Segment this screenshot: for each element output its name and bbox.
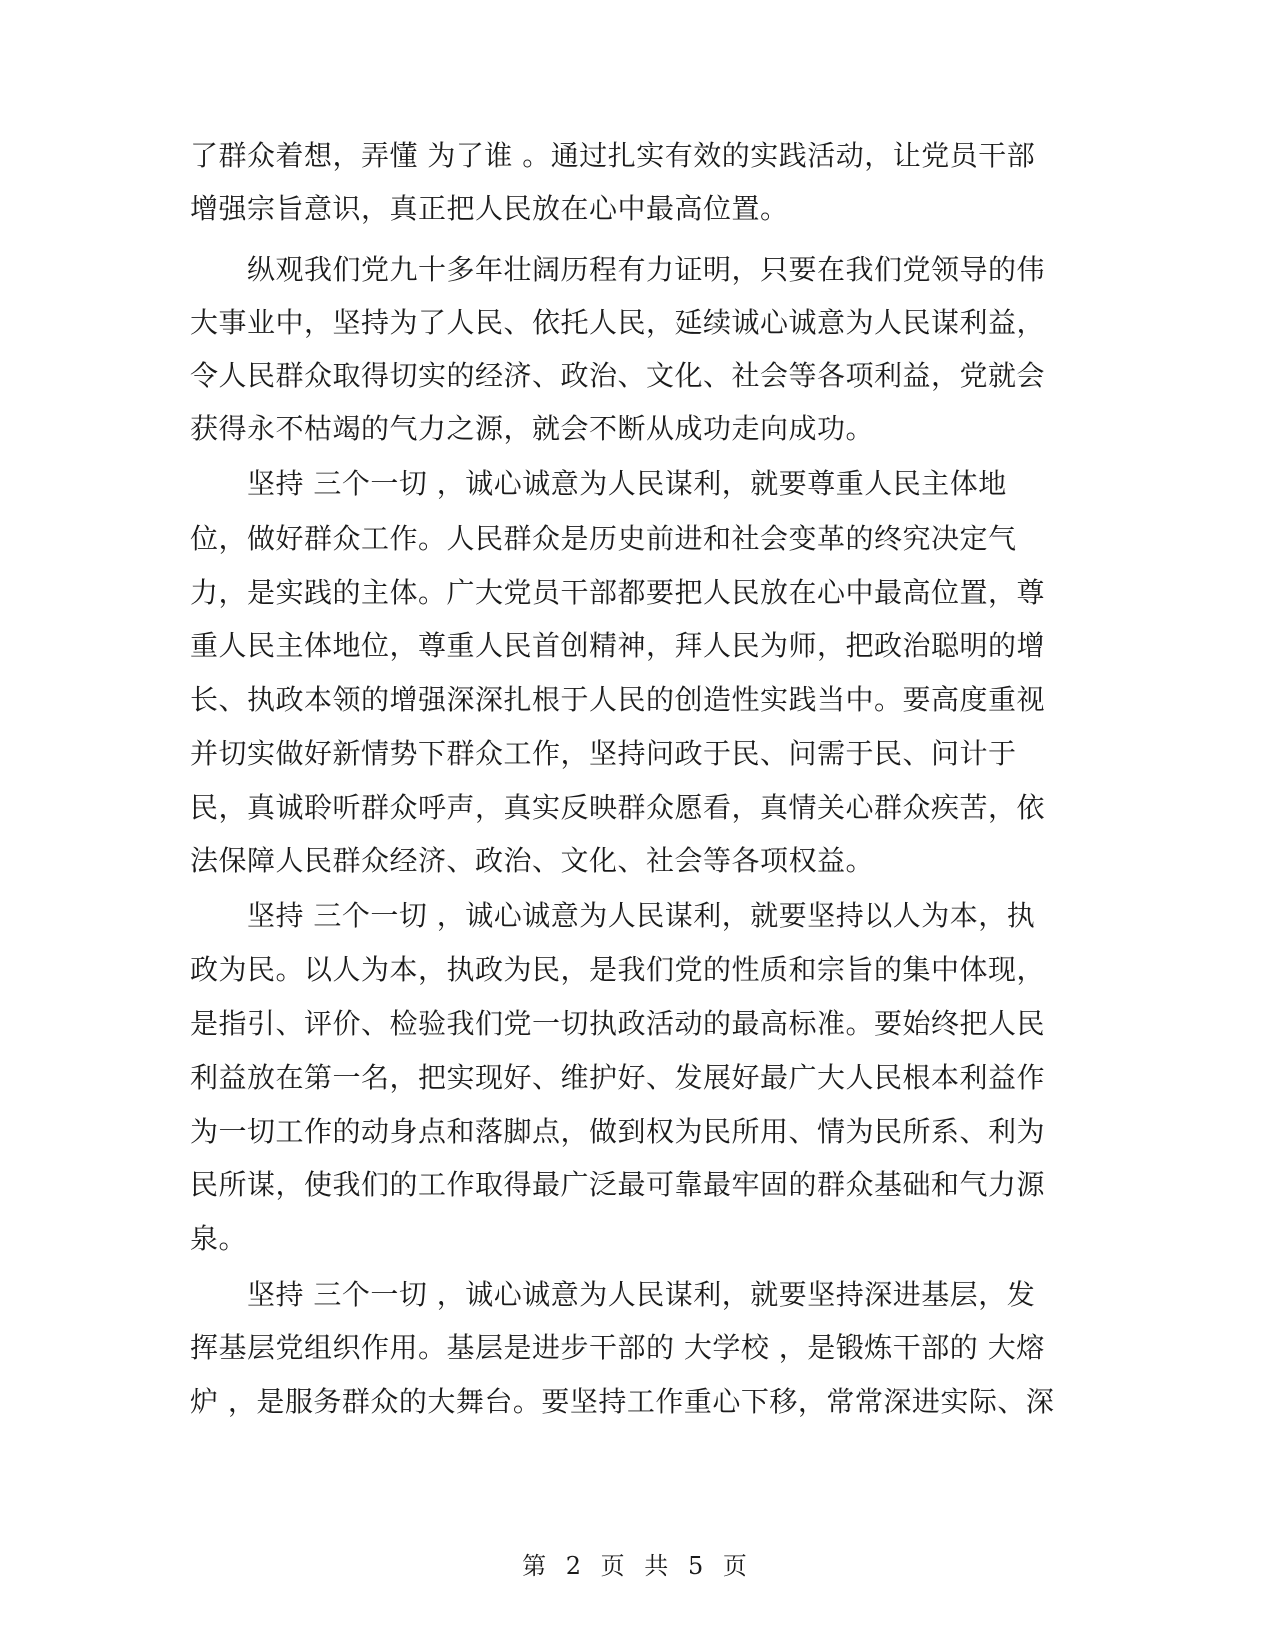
body-text-line: 为一切工作的动身点和落脚点，做到权为民所用、情为民所系、利为 [190, 1115, 1046, 1148]
page-number-footer: 第 2 页 共 5 页 [522, 1552, 753, 1580]
body-text-line: 获得永不枯竭的气力之源，就会不断从成功走向成功。 [190, 412, 875, 445]
body-text-line: 大事业中，坚持为了人民、依托人民，延续诚心诚意为人民谋利益， [190, 306, 1046, 339]
body-text-line: 令人民群众取得切实的经济、政治、文化、社会等各项利益，党就会 [190, 359, 1046, 392]
body-text-line: 民所谋，使我们的工作取得最广泛最可靠最牢固的群众基础和气力源 [190, 1168, 1046, 1201]
body-text-line: 坚持 三个一切 ，诚心诚意为人民谋利，就要坚持以人为本，执 [190, 899, 1036, 932]
body-text-line: 力，是实践的主体。广大党员干部都要把人民放在心中最高位置，尊 [190, 576, 1046, 609]
body-text-line: 挥基层党组织作用。基层是进步干部的 大学校 ，是锻炼干部的 大熔 [190, 1331, 1045, 1364]
body-text-line: 是指引、评价、检验我们党一切执政活动的最高标准。要始终把人民 [190, 1007, 1046, 1040]
body-text-line: 纵观我们党九十多年壮阔历程有力证明，只要在我们党领导的伟 [190, 253, 1046, 286]
body-text-line: 法保障人民群众经济、政治、文化、社会等各项权益。 [190, 844, 875, 877]
body-text-line: 坚持 三个一切 ，诚心诚意为人民谋利，就要尊重人民主体地 [190, 467, 1007, 500]
body-text-line: 炉 ，是服务群众的大舞台。要坚持工作重心下移，常常深进实际、深 [190, 1385, 1055, 1418]
body-text-line: 位，做好群众工作。人民群众是历史前进和社会变革的终究决定气 [190, 522, 1017, 555]
body-text-line: 长、执政本领的增强深深扎根于人民的创造性实践当中。要高度重视 [190, 683, 1046, 716]
body-text-line: 坚持 三个一切 ，诚心诚意为人民谋利，就要坚持深进基层，发 [190, 1278, 1036, 1311]
body-text-line: 利益放在第一名，把实现好、维护好、发展好最广大人民根本利益作 [190, 1061, 1046, 1094]
body-text-line: 重人民主体地位，尊重人民首创精神，拜人民为师，把政治聪明的增 [190, 629, 1046, 662]
body-text-line: 民，真诚聆听群众呼声，真实反映群众愿看，真情关心群众疾苦，依 [190, 791, 1046, 824]
body-text-line: 政为民。以人为本，执政为民，是我们党的性质和宗旨的集中体现， [190, 953, 1046, 986]
body-text-line: 泉。 [190, 1222, 248, 1255]
body-text-line: 增强宗旨意识，真正把人民放在心中最高位置。 [190, 192, 789, 225]
body-text-line: 并切实做好新情势下群众工作，坚持问政于民、问需于民、问计于 [190, 737, 1017, 770]
body-text-line: 了群众着想，弄懂 为了谁 。通过扎实有效的实践活动，让党员干部 [190, 139, 1036, 172]
